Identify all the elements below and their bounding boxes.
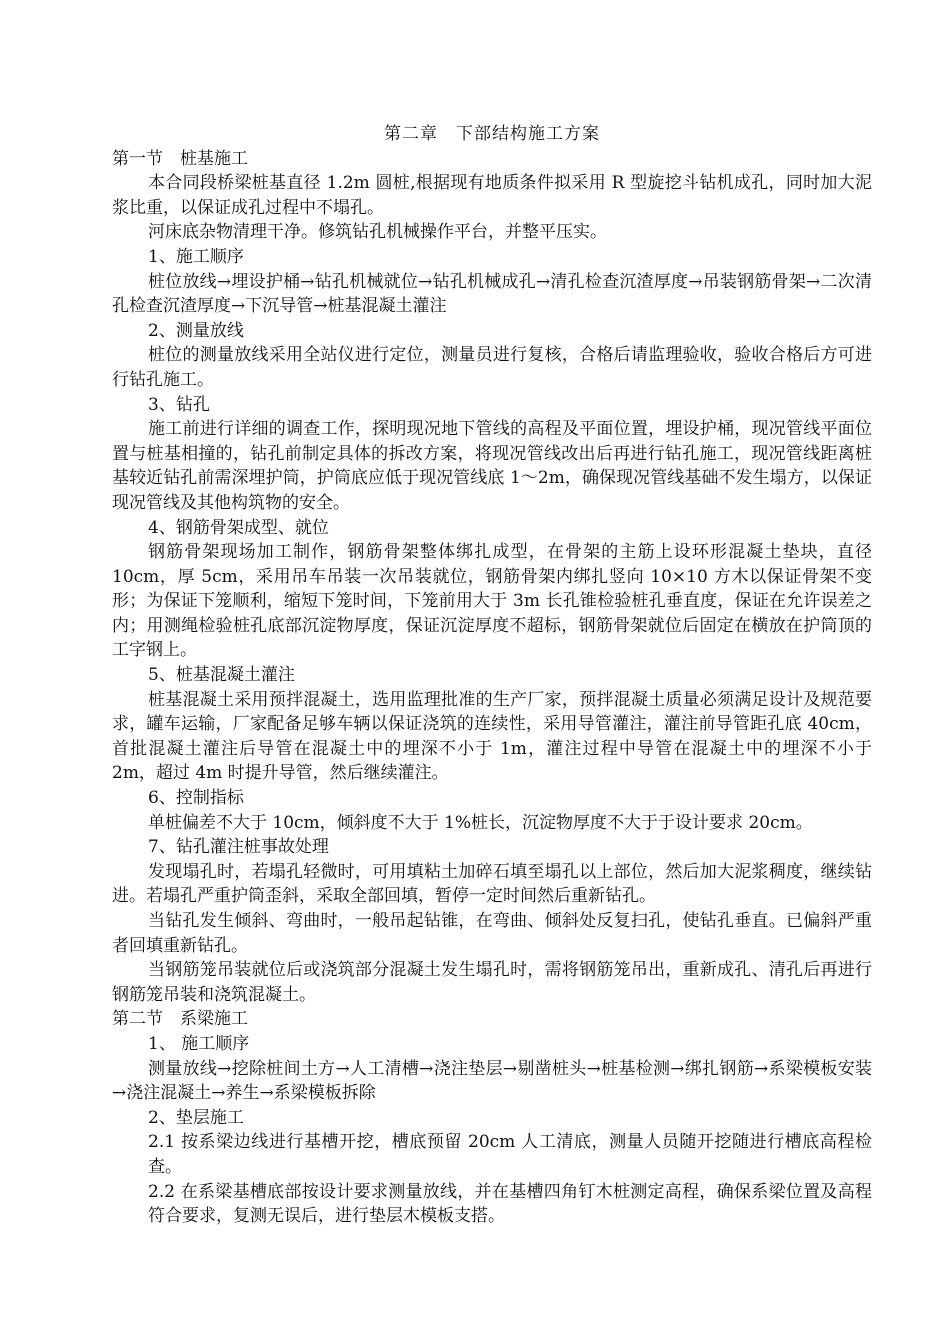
subsection-heading: 4、钢筋骨架成型、就位 [148,517,329,538]
subsection-heading: 5、桩基混凝土灌注 [148,665,295,686]
paragraph: 桩基混凝土采用预拌混凝土，选用监理批准的生产厂家，预拌混凝土质量必须满足设计及规范要求，罐车运输，厂家配备足够车辆以保证浇筑的连续性，采用导管灌注，灌注前导管距孔底 40cm，首批混凝土灌注后导管在混凝土中的埋深不小于 1m，灌注过程中导管在混凝土中的埋深不小于 2m，超过 4m 时提升导管，然后继续灌注。 [112,689,872,784]
paragraph: 2.2 在系梁基槽底部按设计要求测量放线，并在基槽四角钉木桩测定高程，确保系梁位置及高程符合要求，复测无误后，进行垫层木模板支搭。 [148,1181,872,1227]
subsection-heading: 1、施工顺序 [148,246,244,267]
section-heading: 第一节 桩基施工 [112,148,248,169]
paragraph: 单桩偏差不大于 10cm，倾斜度不大于 1%桩长，沉淀物厚度不大于于设计要求 20cm。 [148,812,813,833]
paragraph: 当钢筋笼吊装就位后或浇筑部分混凝土发生塌孔时，需将钢筋笼吊出，重新成孔、清孔后再进行钢筋笼吊装和浇筑混凝土。 [112,960,872,1005]
paragraph: 桩位放线→埋设护桶→钻孔机械就位→钻孔机械成孔→清孔检查沉渣厚度→吊装钢筋骨架→二次清孔检查沉渣厚度→下沉导管→桩基混凝土灌注 [112,271,872,317]
paragraph: 桩位的测量放线采用全站仪进行定位，测量员进行复核，合格后请监理验收，验收合格后方可进行钻孔施工。 [112,345,872,390]
subsection-heading: 3、钻孔 [148,394,210,415]
subsection-heading: 2、垫层施工 [148,1107,244,1128]
subsection-heading: 7、钻孔灌注桩事故处理 [148,837,329,858]
paragraph: 发现塌孔时，若塌孔轻微时，可用填粘土加碎石填至塌孔以上部位，然后加大泥浆稠度，继续钻进。若塌孔严重护筒歪斜，采取全部回填，暂停一定时间然后重新钻孔。 [112,861,872,907]
paragraph: 河床底杂物清理干净。修筑钻孔机械操作平台，并整平压实。 [148,222,607,243]
subsection-heading: 6、控制指标 [148,788,244,809]
chapter-title: 第二章 下部结构施工方案 [384,124,600,144]
paragraph: 施工前进行详细的调查工作，探明现况地下管线的高程及平面位置，埋设护桶，现况管线平面位置与桩基相撞的，钻孔前制定具体的拆改方案，将现况管线改出后再进行钻孔施工，现况管线距离桩基较近钻孔前需深埋护筒，护筒底应低于现况管线底 1～2m，确保现况管线基础不发生塌方，以保证现况管线及其他构筑物的安全。 [112,419,872,513]
section-heading: 第二节 系梁施工 [112,1009,248,1030]
paragraph: 2.1 按系梁边线进行基槽开挖，槽底预留 20cm 人工清底，测量人员随开挖随进行槽底高程检查。 [148,1132,872,1177]
paragraph: 测量放线→挖除桩间土方→人工清槽→浇注垫层→剔凿桩头→桩基检测→绑扎钢筋→系梁模板安装→浇注混凝土→养生→系梁模板拆除 [112,1058,872,1104]
subsection-heading: 1、 施工顺序 [148,1033,250,1054]
paragraph: 钢筋骨架现场加工制作，钢筋骨架整体绑扎成型，在骨架的主筋上设环形混凝土垫块，直径 10cm，厚 5cm，采用吊车吊装一次吊装就位，钢筋骨架内绑扎竖向 10×10 方木以保证骨架不变形；为保证下笼顺利，缩短下笼时间，下笼前用大于 3m 长孔锥检验桩孔垂直度，保证在允许误差之内；用测绳检验桩孔底部沉淀物厚度，保证沉淀厚度不超标，钢筋骨架就位后固定在横放在护筒顶的工字钢上。 [112,542,872,661]
paragraph: 本合同段桥梁桩基直径 1.2m 圆桩,根据现有地质条件拟采用 R 型旋挖斗钻机成孔，同时加大泥浆比重，以保证成孔过程中不塌孔。 [112,173,872,218]
paragraph: 当钻孔发生倾斜、弯曲时，一般吊起钻锥，在弯曲、倾斜处反复扫孔，使钻孔垂直。已偏斜严重者回填重新钻孔。 [112,911,872,956]
document-page [112,122,872,1229]
subsection-heading: 2、测量放线 [148,320,244,341]
